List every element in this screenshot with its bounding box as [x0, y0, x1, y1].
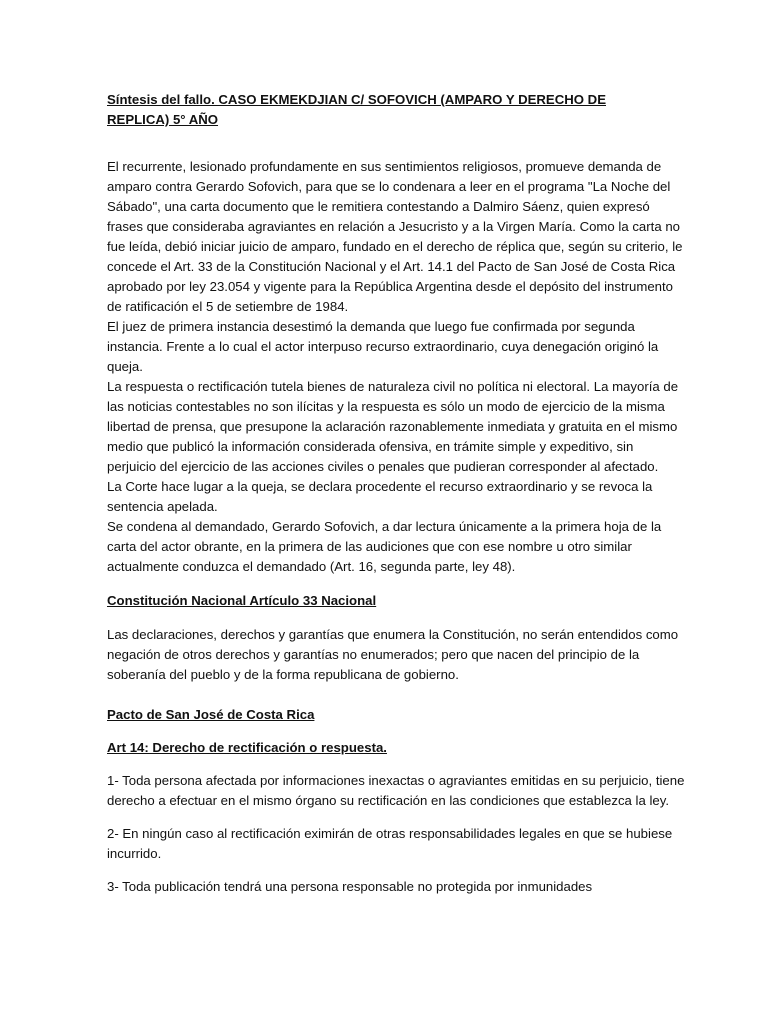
text-line: derecho a efectuar en el mismo órgano su rectificación en las condiciones que establezca la ley. [107, 793, 670, 808]
text-line: 2- En ningún caso al rectificación eximirán de otras responsabilidades legales en que se hubiese [107, 826, 673, 841]
pacto-item-1 [107, 771, 685, 811]
text-line: Se condena al demandado, Gerardo Sofovich, a dar lectura únicamente a la primera hoja de la [107, 519, 662, 534]
text-line: actualmente conduzca el demandado (Art. 16, segunda parte, ley 48). [107, 559, 516, 574]
summary-paragraph-4 [107, 477, 662, 517]
text-line: La respuesta o rectificación tutela bienes de naturaleza civil no política ni electoral. La mayoría de [107, 379, 679, 394]
document-page [107, 90, 685, 897]
summary-paragraph-3 [107, 377, 679, 477]
pacto-item-3 [107, 877, 662, 897]
text-line: Las declaraciones, derechos y garantías que enumera la Constitución, no serán entendidos como [107, 627, 679, 642]
text-line: Sábado", una carta documento que le remitiera contestando a Dalmiro Sáenz, quien expresó [107, 199, 650, 214]
text-line: carta del actor obrante, en la primera de las audiciones que con ese nombre u otro similar [107, 539, 632, 554]
text-line: perjuicio del ejercicio de las acciones civiles o penales que pudieran corresponder al afectado. [107, 459, 659, 474]
text-line: las noticias contestables no son ilícitas y la respuesta es sólo un modo de ejercicio de la misma [107, 399, 665, 414]
pacto-item-2 [107, 824, 673, 864]
text-line: libertad de prensa, que presupone la aclaración razonablemente inmediata y gratuita en el mismo [107, 419, 678, 434]
text-line: aprobado por ley 23.054 y vigente para la República Argentina desde el depósito del instrumento [107, 279, 673, 294]
text-line: incurrido. [107, 846, 162, 861]
text-line: medio que publicó la información considerada ofensiva, en trámite simple y expeditivo, sin [107, 439, 634, 454]
article-14-heading: Art 14: Derecho de rectificación o respuesta. [107, 740, 387, 755]
text-line: instancia. Frente a lo cual el actor interpuso recurso extraordinario, cuya denegación originó la [107, 339, 659, 354]
summary-paragraph-2 [107, 317, 662, 377]
text-line: soberanía del pueblo y de la forma republicana de gobierno. [107, 667, 459, 682]
text-line: frases que consideraba agraviantes en relación a Jesucristo y a la Virgen María. Como la carta no [107, 219, 680, 234]
text-line: concede el Art. 33 de la Constitución Nacional y el Art. 14.1 del Pacto de San José de Costa Rica [107, 259, 676, 274]
text-line: negación de otros derechos y garantías no enumerados; pero que nacen del principio de la [107, 647, 640, 662]
text-line: amparo contra Gerardo Sofovich, para que se lo condenara a leer en el programa "La Noche del [107, 179, 671, 194]
summary-paragraph-5 [107, 517, 662, 577]
text-line: La Corte hace lugar a la queja, se declara procedente el recurso extraordinario y se revoca la [107, 479, 653, 494]
constitution-heading: Constitución Nacional Artículo 33 Nacional [107, 593, 377, 608]
text-line: El juez de primera instancia desestimó la demanda que luego fue confirmada por segunda [107, 319, 635, 334]
text-line: de ratificación el 5 de setiembre de 1984. [107, 299, 349, 314]
pacto-heading: Pacto de San José de Costa Rica [107, 707, 315, 722]
summary-paragraph-1 [107, 157, 683, 317]
text-line: sentencia apelada. [107, 499, 218, 514]
text-line: 1- Toda persona afectada por informaciones inexactas o agraviantes emitidas en su perjuicio, tiene [107, 773, 685, 788]
text-line: queja. [107, 359, 143, 374]
text-line: fue leída, debió iniciar juicio de amparo, fundado en el derecho de réplica que, según su criterio, le [107, 239, 683, 254]
text-line: El recurrente, lesionado profundamente en sus sentimientos religiosos, promueve demanda de [107, 159, 662, 174]
document-title: Síntesis del fallo. CASO EKMEKDJIAN C/ SOFOVICH (AMPARO Y DERECHO DE REPLICA) 5° AÑO [107, 92, 606, 127]
text-line: 3- Toda publicación tendrá una persona responsable no protegida por inmunidades [107, 879, 593, 894]
constitution-text [107, 625, 679, 685]
